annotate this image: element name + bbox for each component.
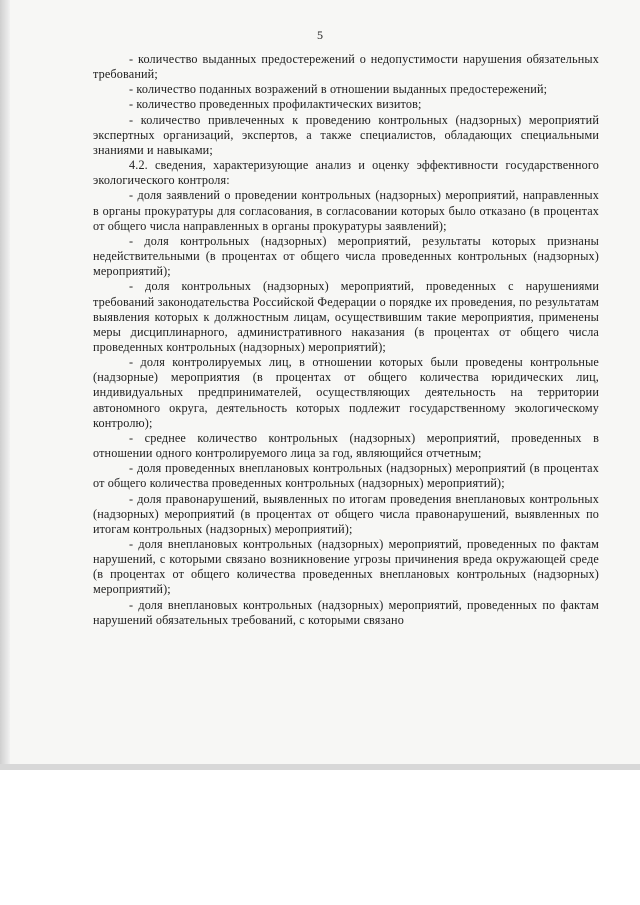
paragraph: - количество проведенных профилактических визитов;: [129, 97, 422, 112]
paragraph: - доля правонарушений, выявленных по итогам проведения внеплановых контрольных (надзорных) мероприятий (в процентах от общего числа правонарушений, выявленных по итогам контрольных (надзорных) мероприятий);: [93, 491, 599, 536]
paragraph-section-heading: 4.2. сведения, характеризующие анализ и оценку эффективности государственного экологического контроля:: [93, 158, 599, 188]
scan-edge-shadow: [0, 0, 10, 770]
paragraph: - количество выданных предостережений о недопустимости нарушения обязательных требований;: [93, 52, 599, 82]
paragraph: - доля заявлений о проведении контрольных (надзорных) мероприятий, направленных в органы прокуратуры для согласования, в согласовании которых было отказано (в процентах от общего числа направленных в органы прокуратуры заявлений);: [93, 188, 599, 233]
paragraph: - доля контрольных (надзорных) мероприятий, проведенных с нарушениями требований законодательства Российской Федерации о порядке их проведения, по результатам выявления которых к должностным лицам, осуществившим такие мероприятия, применены меры дисциплинарного, административного наказания (в процентах от общего числа проведенных контрольных (надзорных) мероприятий);: [93, 279, 599, 354]
paragraph: - доля контрольных (надзорных) мероприятий, результаты которых признаны недействительными (в процентах от общего числа проведенных контрольных (надзорных) мероприятий);: [93, 233, 599, 279]
paragraph: - среднее количество контрольных (надзорных) мероприятий, проведенных в отношении одного контролируемого лица за год, являющийся отчетным;: [93, 430, 599, 461]
paragraph: - количество поданных возражений в отношении выданных предостережений;: [129, 82, 548, 97]
paragraph: - количество привлеченных к проведению контрольных (надзорных) мероприятий экспертных организаций, экспертов, а также специалистов, обладающих специальными знаниями и навыками;: [93, 112, 599, 157]
page-number: 5: [317, 28, 323, 42]
paragraph: - доля контролируемых лиц, в отношении которых были проведены контрольные (надзорные) мероприятия (в процентах от общего количества юридических лиц, индивидуальных предпринимателей, осуществляющих деятельность на территории автономного округа, деятельность которых подлежит государственному экологическому контролю);: [93, 355, 599, 430]
paragraph: - доля проведенных внеплановых контрольных (надзорных) мероприятий (в процентах от общего количества проведенных контрольных (надзорных) мероприятий);: [93, 461, 599, 491]
document-body: [93, 52, 599, 628]
paragraph: - доля внеплановых контрольных (надзорных) мероприятий, проведенных по фактам нарушений, с которыми связано возникновение угрозы причинения вреда окружающей среде (в процентах от общего количества проведенных внеплановых контрольных (надзорных) мероприятий);: [93, 537, 599, 597]
paragraph: - доля внеплановых контрольных (надзорных) мероприятий, проведенных по фактам нарушений обязательных требований, с которыми связано: [93, 597, 599, 627]
